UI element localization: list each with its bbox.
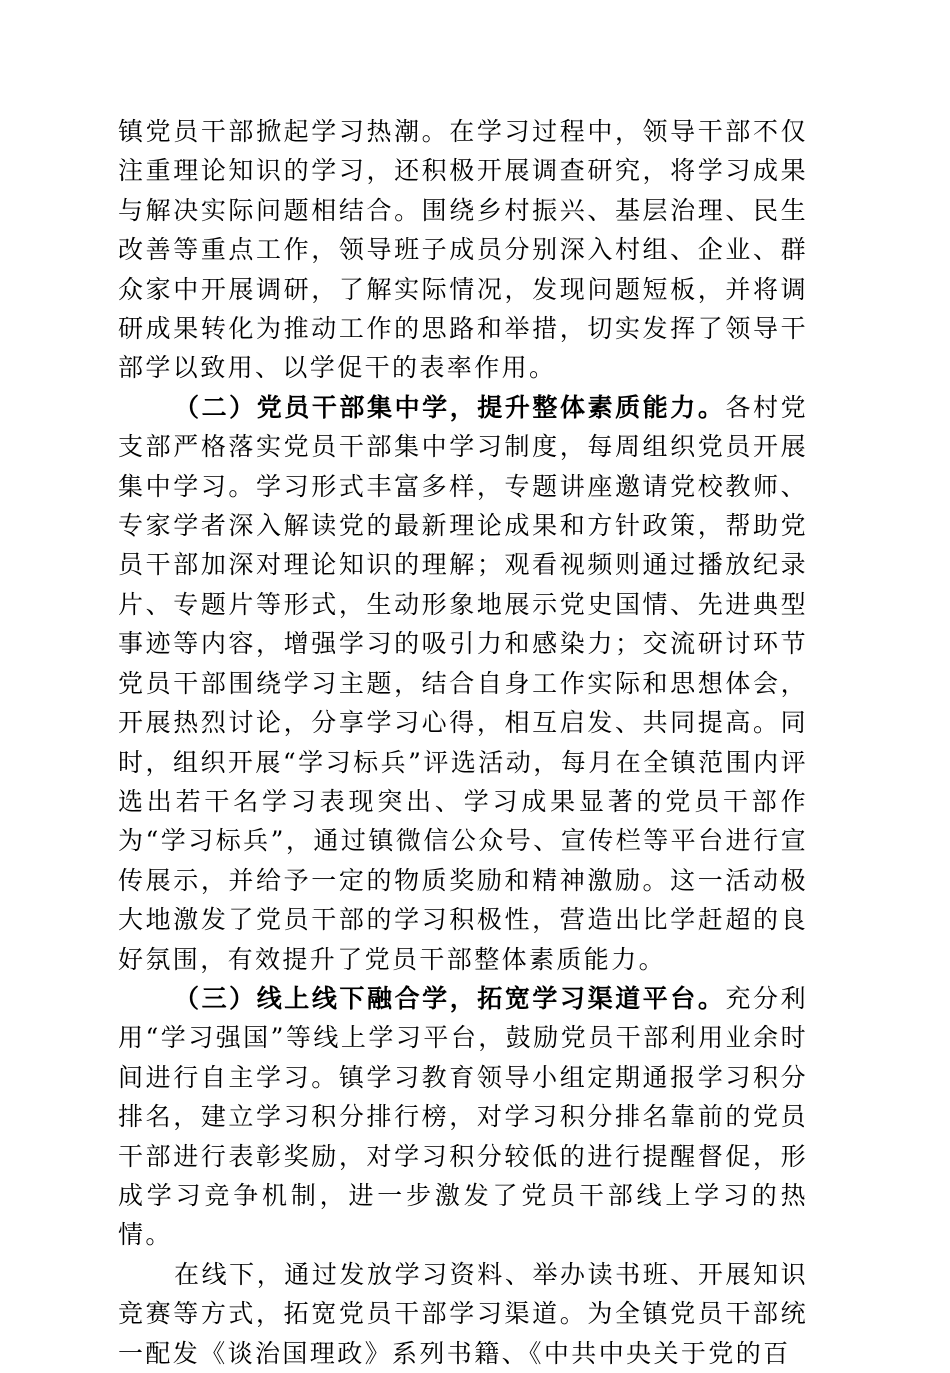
paragraph-body: 在线下，通过发放学习资料、举办读书班、开展知识竞赛等方式，拓宽党员干部学习渠道。为全镇党员干部统一配发《谈治国理政》系列书籍、《中共中央关于党的百 — [118, 1259, 808, 1368]
paragraph-body: 各村党支部严格落实党员干部集中学习制度，每周组织党员开展集中学习。学习形式丰富多样，专题讲座邀请党校教师、专家学者深入解读党的最新理论成果和方针政策，帮助党员干部加深对理论知识的理解；观看视频则通过播放纪录片、专题片等形式，生动形象地展示党史国情、先进典型事迹等内容，增强学习的吸引力和感染力；交流研讨环节党员干部围绕学习主题，结合自身工作实际和思想体会，开展热烈讨论，分享学习心得，相互启发、共同提高。同时，组织开展“学习标兵”评选活动，每月在全镇范围内评选出若干名学习表现突出、学习成果显著的党员干部作为“学习标兵”，通过镇微信公众号、宣传栏等平台进行宣传展示，并给予一定的物质奖励和精神激励。这一活动极大地激发了党员干部的学习积极性，营造出比学赶超的良好氛围，有效提升了党员干部整体素质能力。 — [118, 392, 808, 974]
document-page — [118, 112, 808, 1373]
paragraph-offline — [118, 1255, 808, 1373]
paragraph-section-three — [118, 979, 808, 1255]
paragraph-section-two — [118, 388, 808, 979]
section-heading: （二）党员干部集中学，提升整体素质能力。 — [174, 392, 726, 422]
paragraph-study-wave — [118, 112, 808, 388]
paragraph-body: 镇党员干部掀起学习热潮。在学习过程中，领导干部不仅注重理论知识的学习，还积极开展调查研究，将学习成果与解决实际问题相结合。围绕乡村振兴、基层治理、民生改善等重点工作，领导班子成员分别深入村组、企业、群众家中开展调研，了解实际情况，发现问题短板，并将调研成果转化为推动工作的思路和举措，切实发挥了领导干部学以致用、以学促干的表率作用。 — [118, 117, 808, 383]
section-heading: （三）线上线下融合学，拓宽学习渠道平台。 — [174, 983, 726, 1013]
paragraph-body: 充分利用“学习强国”等线上学习平台，鼓励党员干部利用业余时间进行自主学习。镇学习教育领导小组定期通报学习积分排名，建立学习积分排行榜，对学习积分排名靠前的党员干部进行表彰奖励，对学习积分较低的进行提醒督促，形成学习竞争机制，进一步激发了党员干部线上学习的热情。 — [118, 983, 808, 1250]
